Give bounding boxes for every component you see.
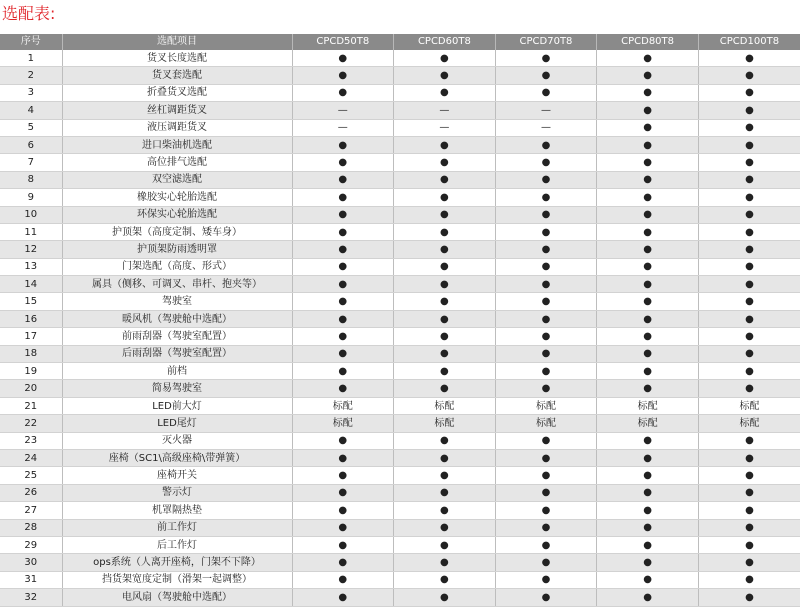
option-availability: ● [698,449,800,466]
option-availability: ● [698,363,800,380]
option-availability: ● [292,571,394,588]
options-table [0,34,800,607]
option-availability: ● [495,589,597,606]
option-availability: ● [698,484,800,501]
option-availability: ● [495,363,597,380]
option-name: 警示灯 [62,484,292,501]
option-availability: ● [292,206,394,223]
option-availability: ● [495,380,597,397]
row-number: 1 [0,50,62,67]
table-body [0,50,800,606]
option-availability: ● [292,310,394,327]
option-availability: ● [597,102,699,119]
option-name: ops系统（人离开座椅，门架不下降） [62,554,292,571]
option-availability: ● [394,136,496,153]
option-availability: ● [394,206,496,223]
header-model: CPCD100T8 [698,34,800,50]
option-name: 双空滤选配 [62,171,292,188]
option-name: LED前大灯 [62,397,292,414]
option-availability: ● [597,432,699,449]
option-availability: ● [292,554,394,571]
row-number: 15 [0,293,62,310]
option-availability: ● [292,258,394,275]
option-availability: ● [394,519,496,536]
option-availability: ● [495,519,597,536]
table-row [0,502,800,519]
option-availability: ● [394,223,496,240]
row-number: 25 [0,467,62,484]
option-availability: ● [495,258,597,275]
option-availability: ● [292,467,394,484]
table-row [0,119,800,136]
option-availability: ● [495,536,597,553]
option-availability: ● [698,276,800,293]
option-availability: ● [597,136,699,153]
option-availability: ● [597,119,699,136]
option-availability: ● [495,276,597,293]
row-number: 24 [0,449,62,466]
option-availability: ● [394,363,496,380]
option-availability: ● [292,293,394,310]
option-availability: ● [698,241,800,258]
table-row [0,432,800,449]
row-number: 13 [0,258,62,275]
option-name: 电风扇（驾驶舱中选配） [62,589,292,606]
option-name: 进口柴油机选配 [62,136,292,153]
option-availability: ● [698,136,800,153]
header-model: CPCD70T8 [495,34,597,50]
row-number: 8 [0,171,62,188]
table-row [0,397,800,414]
table-row [0,67,800,84]
row-number: 2 [0,67,62,84]
option-availability: 标配 [292,415,394,432]
option-availability: ● [597,67,699,84]
option-name: 高位排气选配 [62,154,292,171]
header-model: CPCD50T8 [292,34,394,50]
option-availability: ● [292,328,394,345]
option-availability: ● [698,189,800,206]
option-availability: ● [394,432,496,449]
option-availability: 标配 [698,397,800,414]
option-availability: ● [698,554,800,571]
option-availability: ● [495,189,597,206]
row-number: 5 [0,119,62,136]
row-number: 10 [0,206,62,223]
option-availability: ● [495,571,597,588]
table-row [0,345,800,362]
header-no: 序号 [0,34,62,50]
option-availability: ● [698,345,800,362]
row-number: 26 [0,484,62,501]
option-availability: — [495,102,597,119]
row-number: 3 [0,84,62,101]
option-availability: ● [394,241,496,258]
option-availability: ● [292,84,394,101]
header-model: CPCD80T8 [597,34,699,50]
option-availability: ● [292,67,394,84]
table-row [0,102,800,119]
table-row [0,310,800,327]
table-row [0,328,800,345]
row-number: 27 [0,502,62,519]
option-availability: ● [698,67,800,84]
option-name: 前档 [62,363,292,380]
option-availability: ● [495,171,597,188]
option-availability: — [394,102,496,119]
row-number: 12 [0,241,62,258]
table-row [0,241,800,258]
option-availability: 标配 [394,415,496,432]
option-availability: ● [597,345,699,362]
option-availability: ● [292,363,394,380]
option-availability: 标配 [495,397,597,414]
option-availability: ● [698,432,800,449]
option-name: 护顶架（高度定制、矮车身） [62,223,292,240]
option-availability: ● [698,102,800,119]
table-row [0,84,800,101]
option-name: 属具（侧移、可调叉、串杆、抱夹等） [62,276,292,293]
table-row [0,536,800,553]
option-availability: ● [394,293,496,310]
option-name: 货叉长度选配 [62,50,292,67]
table-row [0,206,800,223]
option-availability: ● [597,258,699,275]
option-availability: ● [597,328,699,345]
row-number: 23 [0,432,62,449]
option-availability: ● [597,276,699,293]
option-availability: ● [698,502,800,519]
option-name: 护顶架防雨透明罩 [62,241,292,258]
table-row [0,189,800,206]
table-row [0,258,800,275]
option-availability: ● [292,241,394,258]
option-availability: ● [394,189,496,206]
row-number: 7 [0,154,62,171]
option-availability: ● [292,449,394,466]
option-name: 暖风机（驾驶舱中选配） [62,310,292,327]
option-availability: ● [394,276,496,293]
option-availability: ● [292,519,394,536]
option-availability: 标配 [394,397,496,414]
option-availability: ● [495,136,597,153]
option-availability: ● [495,449,597,466]
row-number: 16 [0,310,62,327]
option-availability: ● [394,171,496,188]
option-availability: ● [394,67,496,84]
option-name: 简易驾驶室 [62,380,292,397]
option-availability: ● [698,84,800,101]
option-name: 后雨刮器（驾驶室配置） [62,345,292,362]
table-row [0,363,800,380]
table-row [0,276,800,293]
option-availability: ● [597,223,699,240]
option-name: 灭火器 [62,432,292,449]
option-availability: ● [597,363,699,380]
row-number: 21 [0,397,62,414]
option-availability: — [394,119,496,136]
option-availability: ● [394,449,496,466]
option-availability: ● [698,467,800,484]
option-availability: ● [394,571,496,588]
option-availability: ● [394,467,496,484]
option-availability: ● [495,67,597,84]
row-number: 22 [0,415,62,432]
option-name: 液压调距货叉 [62,119,292,136]
option-availability: ● [292,154,394,171]
table-row [0,554,800,571]
option-availability: ● [495,310,597,327]
option-availability: ● [597,241,699,258]
option-availability: ● [597,502,699,519]
option-availability: ● [698,171,800,188]
option-availability: ● [698,50,800,67]
option-availability: ● [698,223,800,240]
option-availability: ● [495,241,597,258]
option-availability: ● [394,380,496,397]
option-availability: 标配 [698,415,800,432]
table-header-row [0,34,800,50]
row-number: 9 [0,189,62,206]
option-name: 丝杠调距货叉 [62,102,292,119]
option-name: 座椅（SC1\高级座椅\带弹簧） [62,449,292,466]
option-availability: ● [292,136,394,153]
option-name: 前工作灯 [62,519,292,536]
row-number: 6 [0,136,62,153]
option-availability: ● [292,50,394,67]
table-row [0,449,800,466]
table-row [0,154,800,171]
option-availability: ● [597,380,699,397]
option-name: 环保实心轮胎选配 [62,206,292,223]
option-availability: ● [597,50,699,67]
option-availability: ● [394,50,496,67]
option-availability: ● [597,484,699,501]
row-number: 4 [0,102,62,119]
table-row [0,223,800,240]
table-row [0,380,800,397]
option-availability: ● [394,84,496,101]
option-availability: ● [495,484,597,501]
table-row [0,589,800,606]
table-row [0,467,800,484]
option-availability: ● [597,554,699,571]
option-availability: ● [292,502,394,519]
option-availability: ● [597,467,699,484]
option-availability: ● [597,206,699,223]
row-number: 19 [0,363,62,380]
table-row [0,484,800,501]
option-name: 机罩隔热垫 [62,502,292,519]
row-number: 17 [0,328,62,345]
table-row [0,136,800,153]
option-availability: ● [292,589,394,606]
option-availability: ● [698,310,800,327]
option-availability: ● [597,571,699,588]
option-availability: ● [597,154,699,171]
option-availability: ● [394,258,496,275]
option-availability: ● [394,154,496,171]
option-availability: ● [698,519,800,536]
option-availability: 标配 [495,415,597,432]
option-availability: ● [698,154,800,171]
option-availability: ● [495,206,597,223]
option-name: 前雨刮器（驾驶室配置） [62,328,292,345]
option-availability: ● [292,484,394,501]
option-availability: ● [495,502,597,519]
option-availability: 标配 [597,415,699,432]
table-row [0,415,800,432]
row-number: 32 [0,589,62,606]
row-number: 29 [0,536,62,553]
option-availability: ● [597,189,699,206]
option-name: LED尾灯 [62,415,292,432]
row-number: 20 [0,380,62,397]
row-number: 18 [0,345,62,362]
option-availability: ● [394,536,496,553]
option-availability: ● [292,432,394,449]
option-availability: ● [495,345,597,362]
option-availability: ● [597,519,699,536]
option-availability: ● [495,432,597,449]
option-availability: ● [698,589,800,606]
option-availability: ● [597,293,699,310]
option-availability: ● [394,589,496,606]
table-row [0,519,800,536]
option-availability: — [292,102,394,119]
option-name: 座椅开关 [62,467,292,484]
option-availability: ● [597,449,699,466]
table-row [0,50,800,67]
table-row [0,293,800,310]
option-availability: ● [698,328,800,345]
option-availability: ● [495,554,597,571]
option-availability: ● [597,171,699,188]
option-availability: ● [292,171,394,188]
option-availability: ● [698,293,800,310]
option-availability: 标配 [292,397,394,414]
option-availability: ● [292,223,394,240]
option-name: 橡胶实心轮胎选配 [62,189,292,206]
option-availability: ● [394,554,496,571]
option-availability: ● [495,293,597,310]
option-availability: ● [495,154,597,171]
option-availability: ● [394,502,496,519]
option-availability: ● [698,258,800,275]
option-availability: ● [495,84,597,101]
option-name: 挡货架宽度定制（滑架一起调整） [62,571,292,588]
option-availability: ● [394,310,496,327]
row-number: 14 [0,276,62,293]
row-number: 11 [0,223,62,240]
option-name: 门架选配（高度、形式） [62,258,292,275]
option-availability: ● [394,484,496,501]
row-number: 31 [0,571,62,588]
option-availability: ● [698,380,800,397]
option-availability: ● [698,119,800,136]
option-availability: ● [394,328,496,345]
option-availability: ● [495,328,597,345]
option-availability: ● [292,380,394,397]
option-availability: ● [597,310,699,327]
option-availability: ● [292,276,394,293]
option-name: 后工作灯 [62,536,292,553]
option-availability: ● [698,571,800,588]
option-name: 驾驶室 [62,293,292,310]
option-availability: ● [292,345,394,362]
option-availability: ● [698,206,800,223]
option-name: 折叠货叉选配 [62,84,292,101]
header-item: 选配项目 [62,34,292,50]
option-availability: ● [698,536,800,553]
option-name: 货叉套选配 [62,67,292,84]
option-availability: ● [292,536,394,553]
row-number: 30 [0,554,62,571]
table-row [0,171,800,188]
header-model: CPCD60T8 [394,34,496,50]
option-availability: ● [597,536,699,553]
option-availability: ● [597,589,699,606]
row-number: 28 [0,519,62,536]
option-availability: ● [597,84,699,101]
option-availability: ● [495,223,597,240]
option-availability: — [292,119,394,136]
option-availability: ● [394,345,496,362]
option-availability: — [495,119,597,136]
option-availability: ● [495,467,597,484]
option-availability: ● [292,189,394,206]
option-availability: ● [495,50,597,67]
page-title: 选配表: [2,4,56,23]
option-availability: 标配 [597,397,699,414]
